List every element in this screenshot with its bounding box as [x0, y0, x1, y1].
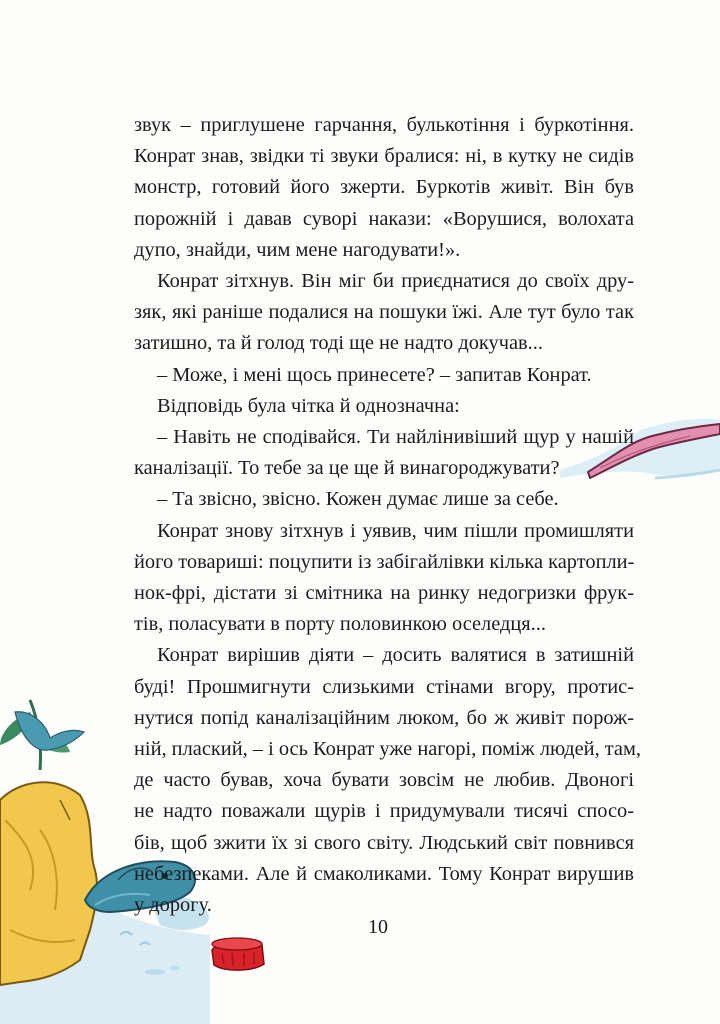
text-line: дупо, знайди, чим мене нагодувати!». — [134, 238, 461, 261]
paragraph — [134, 640, 641, 921]
paragraph — [134, 516, 634, 641]
text-line: у дорогу. — [134, 894, 212, 917]
text-line: його товариші: поцупити із забігайлівки кілька картопли- — [134, 550, 635, 573]
text-line: Відповідь була чітка й однозначна: — [157, 394, 460, 417]
text-line: нок-фрі, дістати зі смітника на ринку недогризки фрук- — [134, 582, 634, 605]
text-line: ній, плаский, – і ось Конрат уже нагорі, поміж людей, там, — [134, 738, 641, 761]
text-line: Конрат зітхнув. Він міг би приєднатися до своїх дру- — [157, 270, 634, 293]
text-line: – Та звісно, звісно. Кожен думає лише за себе. — [157, 488, 559, 511]
text-line: не надто поважали щурів і придумували тисячі спосо- — [134, 800, 634, 823]
paragraph — [134, 391, 634, 422]
page-number: 10 — [368, 916, 388, 938]
paragraph — [134, 360, 634, 391]
paragraph — [134, 484, 634, 515]
text-line: монстр, готовий його зжерти. Буркотів живіт. Він був — [134, 176, 634, 199]
text-line: порожній і давав суворі накази: «Ворушися, волохата — [134, 207, 634, 230]
text-line: буді! Прошмигнути слизькими стінами вгору, протис- — [134, 675, 634, 698]
text-line: Конрат знав, звідки ті звуки бралися: ні, в кутку не сидів — [134, 145, 634, 168]
paragraph — [134, 422, 634, 484]
text-line: нутися попід каналізаційним люком, бо ж живіт порож- — [134, 706, 634, 729]
text-line: затишно, та й голод тоді ще не надто докучав... — [134, 332, 543, 355]
paragraph — [134, 110, 634, 266]
text-line: де часто бував, хоча бувати зовсім не любив. Двоногі — [134, 769, 634, 792]
text-line: тів, поласувати в порту половинкою оселедця... — [134, 613, 546, 636]
text-line: звук – приглушене гарчання, булькотіння і буркотіння. — [134, 114, 634, 136]
story-text — [134, 110, 641, 921]
text-line: зяк, які раніше подалися на пошуки їжі. Але тут було так — [134, 301, 634, 324]
text-line: каналізації. То тебе за це ще й винагороджувати? — [134, 457, 560, 480]
text-line: Конрат вирішив діяти – досить валятися в затишній — [157, 644, 634, 667]
text-line: бів, щоб зжити їх зі свого світу. Людський світ повнився — [134, 831, 634, 854]
text-line: небезпеками. Але й смаколиками. Тому Конрат вирушив — [134, 862, 634, 885]
paragraph — [134, 266, 634, 360]
text-line: – Навіть не сподівайся. Ти найлінивіший щур у нашій — [157, 426, 634, 449]
text-line: – Може, і мені щось принесете? – запитав Конрат. — [157, 363, 592, 386]
text-line: Конрат знову зітхнув і уявив, чим пішли промишляти — [157, 519, 634, 542]
